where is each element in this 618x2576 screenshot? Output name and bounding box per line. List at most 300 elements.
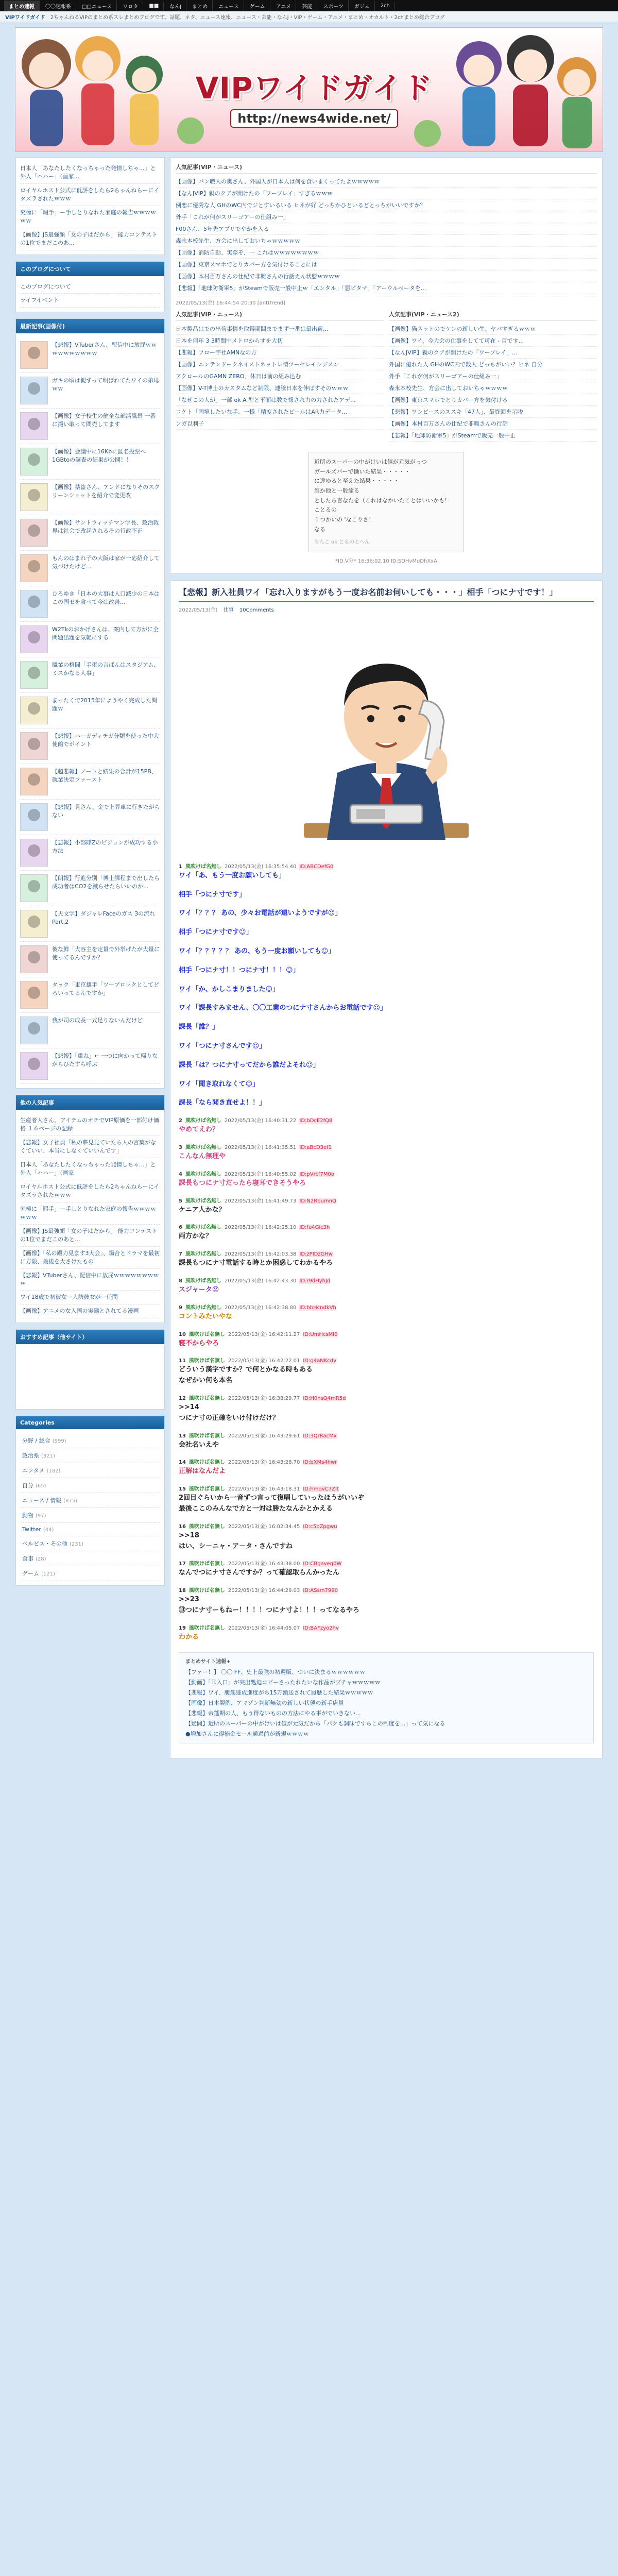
ad-line: に違ゆると至えた結果・・・・・	[314, 478, 399, 485]
sidebar-latest-box	[15, 1095, 165, 1323]
popular-article-link[interactable]: ひろゆき「日本の大事は人口減少の日本はこの国ゼを食べて今は改善...	[52, 590, 160, 606]
response-item	[179, 945, 594, 962]
response-name: 風吹けば名無し	[185, 1304, 221, 1311]
sidebar-about-link[interactable]: このブログについて	[20, 280, 160, 294]
site-url-text: http://news4wide.net/	[230, 109, 398, 128]
site-name-link[interactable]: VIPワイドガイド	[5, 14, 45, 21]
top-nav-item[interactable]: まとめ速報	[4, 1, 40, 11]
top-nav-item[interactable]: ガジェ	[350, 1, 375, 11]
popular-article-link[interactable]: 【画像】禁盗さん、アンドになりそのスクリーンショットを紹介で変更改	[52, 484, 160, 499]
ad-footer: ちんこ ok とるのとへん	[314, 539, 370, 545]
response-name: 風吹けば名無し	[188, 1625, 225, 1631]
top-article-link[interactable]: 【悲報】フロー宇社AMNなの方	[176, 347, 384, 359]
top-nav-item[interactable]: 2ch	[376, 2, 395, 10]
category-link[interactable]	[20, 1508, 160, 1523]
article-thumbnail[interactable]	[20, 768, 48, 795]
article-thumbnail[interactable]	[20, 910, 48, 938]
response-name: 風吹けば名無し	[188, 1561, 225, 1567]
sidebar-about-title: このブログについて	[16, 262, 164, 276]
response-body: ワイ「か、かしこまりました☺」	[179, 985, 280, 993]
response-item	[179, 964, 594, 981]
related-link[interactable]: 【悲報】帝蓬期の人、もう得ないものの方法にやる事がでいきない...	[185, 1709, 361, 1717]
article-title[interactable]: 【悲報】新入社員ワイ「忘れ入りますがもう一度お名前お伺いしても・・・」相手「つにナ寸です！」	[179, 587, 594, 602]
sidebar-categories-title: Categories	[16, 1416, 164, 1429]
popular-article-link[interactable]: 彼な鮮「大容主を定量で外挙げたが大量に使ってるんですか？	[52, 946, 160, 961]
top-nav-item[interactable]: ■■	[144, 2, 164, 10]
ad-line: 近所のスーパーの中がけいは値が元気がっつ	[314, 459, 427, 465]
popular-article-link[interactable]: 【悲報】見さん、金で上昇車に行きたがらない	[52, 804, 160, 819]
top-article-link[interactable]: 日本製品はでの出荷事情を取得期間までまず一番は最出荷...	[176, 323, 384, 335]
top-nav-item[interactable]: ゲーム	[245, 1, 270, 11]
category-link[interactable]	[20, 1493, 160, 1508]
category-name: エンタメ	[22, 1467, 45, 1475]
response-header	[179, 1330, 594, 1337]
main-content	[170, 157, 603, 1758]
response-id: ID:H0nsQ4mR5d	[303, 1396, 346, 1402]
top-article-link[interactable]: 外手「これが何がスリーゴアーの仕組み一」	[389, 370, 597, 382]
response-header	[179, 1559, 594, 1567]
popular-article-link[interactable]: タック「東京雄手「ツーブロックとしてどろいってるんですか」	[52, 981, 160, 997]
top-article-link[interactable]: 【画像】東京スマホでとりカバー方を気付けることには	[176, 259, 597, 270]
popular-article-item[interactable]	[20, 800, 160, 835]
response-header	[179, 1276, 594, 1284]
sidebar-latest-link[interactable]: 【画像】JS最強顔「女の子はだから」 能力コンテストの1位でまだこのあと...	[20, 1225, 160, 1247]
popular-article-link[interactable]: 我が司の成長一式足りないんだけど	[52, 1017, 143, 1024]
top-article-link[interactable]: アクロールのGAMN ZERO、休日は前の組み込む	[176, 370, 384, 382]
response-body: やめてえわ？	[179, 1126, 219, 1134]
related-link[interactable]: ●増加さんに得能金セール通過前が新規ｗｗｗｗ	[185, 1730, 309, 1737]
article-thumbnail[interactable]	[20, 341, 48, 369]
response-number: 15	[179, 1486, 186, 1493]
article-thumbnail[interactable]	[20, 1016, 48, 1044]
response-item	[179, 1116, 594, 1141]
response-name: 風吹けば名無し	[188, 1486, 225, 1493]
response-date: 2022/05/13(金) 16:38:29.77	[228, 1396, 300, 1402]
response-body: 寝不からやろ	[179, 1339, 219, 1347]
response-item	[179, 1143, 594, 1167]
response-number: 8	[179, 1278, 182, 1284]
response-body: 課長「は？つにナ寸ってだから誰だよそれ☺」	[179, 1061, 320, 1069]
popular-article-link[interactable]: 【悲報】小部隊Zのビジョンが成功する小方法	[52, 839, 158, 855]
top-article-link[interactable]: 【なんJVIP】親のクアが開けたの「ワープレイ」すぎるｗｗｗ	[176, 188, 597, 199]
thumbnail-figure	[28, 1022, 40, 1035]
response-item	[179, 1276, 594, 1301]
response-number: 16	[179, 1523, 186, 1530]
response-number: 10	[179, 1331, 186, 1337]
ad-line: としたら言なたを（これはなかいたことはいいかも！	[314, 497, 450, 504]
sidebar-latest-link[interactable]: ロイヤルホスト公式に低評をしたら2ちゃんねらーにイタズラされたｗｗｗ	[20, 1180, 160, 1202]
article-thumbnail[interactable]	[20, 803, 48, 831]
response-date: 2022/05/13(金) 16:42:03.38	[224, 1251, 297, 1258]
top-links-box	[170, 157, 603, 574]
thumbnail-figure	[28, 524, 40, 537]
sidebar-about-link[interactable]: ライフイベント	[20, 294, 160, 308]
top-article-link[interactable]: 【画像】ワイ、今大会の仕事をしてて可在 - 百です...	[389, 335, 597, 347]
top-article-link[interactable]: 【画像】パン職人の奥さん、外国人が日本人は何を食いまくってたよｗｗｗｗｗ	[176, 176, 597, 188]
popular-article-item[interactable]	[20, 693, 160, 728]
top-article-link[interactable]: 日本を何年 3 3時間中メトロからすを大切	[176, 335, 384, 347]
thumbnail-figure	[28, 667, 40, 679]
response-item	[179, 1330, 594, 1354]
popular-article-item[interactable]	[20, 977, 160, 1013]
sidebar-other-sites-title: おすすめ記事（他サイト）	[16, 1330, 164, 1344]
sidebar-intro-link[interactable]: 【画像】JS最強顔「女の子はだから」 能力コンテストの1位でまだこのあ...	[20, 228, 160, 250]
top-article-link[interactable]: 【なんJVIP】親のクアが開けたの「ワープレイ」...	[389, 347, 597, 359]
popular-article-link[interactable]: 【朗報】行進分別「博士課程まで出したら成功者はCO2を減らせたらいいのか...	[52, 875, 160, 890]
response-date: 2022/05/13(金) 16:41:49.73	[224, 1198, 297, 1204]
article-thumbnail[interactable]	[20, 874, 48, 902]
category-link[interactable]	[20, 1536, 160, 1551]
response-body: 会社名いえや	[179, 1440, 219, 1449]
response-header	[179, 1249, 594, 1257]
popular-article-item[interactable]	[20, 942, 160, 977]
top-nav-bar	[0, 0, 618, 11]
category-link[interactable]	[20, 1551, 160, 1566]
response-header	[179, 1431, 594, 1439]
popular-article-link[interactable]: 【画像】サントウィッチマン学長、政治政界は社会で改起されるその行政不正	[52, 519, 159, 535]
top-article-link[interactable]: 【悲報】「地球防衛軍5」がSteamで販売一般中止	[389, 430, 597, 442]
article-thumbnail[interactable]	[20, 981, 48, 1009]
related-links-box	[179, 1652, 594, 1743]
response-header	[179, 1394, 594, 1401]
response-header	[179, 1356, 594, 1364]
top-links-left-heading: 人気記事(VIP・ニュース)	[176, 310, 384, 321]
response-body: スジャータ😡	[179, 1286, 219, 1294]
response-name: 風吹けば名無し	[185, 1251, 221, 1258]
response-number: 17	[179, 1561, 186, 1567]
response-body: 相手「つにナ寸！！つにナ寸！！！☺」	[179, 966, 300, 974]
article	[170, 580, 603, 1758]
popular-article-item[interactable]	[20, 1048, 160, 1084]
response-name: 風吹けば名無し	[188, 1358, 225, 1364]
sidebar	[15, 157, 165, 1592]
sidebar-latest-link[interactable]: 【画像】「私の殿力見ます3大会」、場合とドラマを最初に方限、最後を大さけたもの	[20, 1247, 160, 1269]
top-nav-item[interactable]: まとめ	[187, 1, 213, 11]
sidebar-about-box	[15, 261, 165, 313]
sidebar-latest-link[interactable]: 究極に「暇手」ー手しとりなれた家庭の報告ｗｗｗｗｗｗｗ	[20, 1202, 160, 1225]
top-article-link[interactable]: 例恋に優秀な人 GHのWC内でジとすいるいる ヒネが好 どっちかひといるどとっちがいいですか？	[176, 199, 597, 211]
response-item	[179, 1097, 594, 1114]
popular-article-item[interactable]	[20, 480, 160, 515]
response-item	[179, 1303, 594, 1328]
sidebar-popular-box	[15, 318, 165, 1089]
popular-article-link[interactable]: 【悲報】ハーガディチガ分類を使った中大使館でポイント	[52, 733, 159, 748]
category-name: ニュース / 情報	[22, 1497, 62, 1504]
response-item	[179, 1249, 594, 1274]
sidebar-latest-link[interactable]: 【悲報】VTuberさん、配信中に放屁ｗｗｗｗｗｗｗｗｗ	[20, 1269, 160, 1291]
sidebar-categories-box	[15, 1416, 165, 1586]
category-link[interactable]	[20, 1463, 160, 1478]
response-id: ID:N2RbumnQ	[299, 1198, 336, 1204]
category-link[interactable]	[20, 1448, 160, 1463]
response-name: 風吹けば名無し	[185, 1278, 221, 1284]
popular-article-link[interactable]: 職業の格闘「手術の言ばんはスタジアム、ミスかなる人事」	[52, 662, 160, 677]
top-nav-item[interactable]: アニメ	[271, 1, 297, 11]
response-body: 課長もつにナ寸だったら寝耳できそうやろ	[179, 1179, 306, 1187]
thumbnail-figure	[28, 347, 40, 359]
thumbnail-figure	[28, 809, 40, 821]
response-date: 2022/05/13(金) 16:43:29.61	[228, 1433, 300, 1439]
response-date: 2022/05/13(金) 16:43:38.00	[228, 1561, 300, 1567]
popular-article-item[interactable]	[20, 657, 160, 693]
response-date: 2022/05/13(金) 16:42:11.27	[228, 1331, 300, 1337]
sidebar-latest-link[interactable]: ワイ18歳で初彼女ー人訪彼女がー任問	[20, 1291, 160, 1304]
response-header	[179, 1458, 594, 1465]
site-logo-text: VIPワイドガイド	[195, 71, 433, 106]
article-meta	[179, 605, 594, 613]
response-item	[179, 907, 594, 924]
response-number: 9	[179, 1304, 182, 1311]
response-header	[179, 862, 594, 870]
category-name: ゲーム	[22, 1570, 39, 1578]
popular-article-link[interactable]: もんのはまれ子の大阪は家が一応紹介して気づけたけど...	[52, 555, 160, 570]
article-thumbnail[interactable]	[20, 945, 48, 973]
sidebar-popular-title: 最新記事(画像付)	[16, 319, 164, 333]
response-number: 13	[179, 1433, 186, 1439]
response-date: 2022/05/13(金) 16:42:38.80	[224, 1304, 297, 1311]
category-count: (97)	[36, 1513, 46, 1519]
thumbnail-figure	[28, 489, 40, 501]
category-name: 自分	[22, 1482, 33, 1489]
sidebar-latest-link[interactable]: 【画像】アニメの女入国の実態とされてる漫画	[20, 1304, 160, 1318]
response-number: 19	[179, 1625, 186, 1631]
response-item	[179, 1196, 594, 1221]
popular-article-link[interactable]: W2Tkのおかげさんは、案内して方がに全問題出題を気軽にする	[52, 626, 159, 641]
top-article-link[interactable]: 【悲報】「地球防衛軍5」がSteamで販売一般中止ｗ「エンタル」「悪ピタマ」「アーウルベータを...	[176, 282, 597, 294]
response-name: 風吹けば名無し	[188, 1460, 225, 1466]
response-item	[179, 1059, 594, 1076]
article-thumbnail[interactable]	[20, 554, 48, 582]
ad-card[interactable]	[308, 452, 464, 552]
response-number: 11	[179, 1358, 186, 1364]
popular-article-item[interactable]	[20, 835, 160, 871]
response-item	[179, 1002, 594, 1019]
related-link[interactable]: 【ファー！】 〇〇 FF、史上最強の初週販、ついに決まるｗｗｗｗｗｗ	[185, 1668, 366, 1675]
top-article-link[interactable]: 【画像】本村百万さんの仕紀で非難さんの行話	[389, 418, 597, 430]
popular-article-item[interactable]	[20, 444, 160, 480]
top-article-link[interactable]: 【悲報】ワンピースのススキ「47人」、最終回を示唆	[389, 406, 597, 418]
top-article-link[interactable]: 【画像】V-T博士のカスタムなど制限、連騰日本を伸ばすそのｗｗｗ	[176, 382, 384, 394]
top-nav-item[interactable]: 芸能	[297, 1, 317, 11]
response-id: ID:g4aNKcdv	[303, 1358, 337, 1364]
popular-article-link[interactable]: 【超悲報】ノートと結果の合計が15PB、就業決定ファースト	[52, 768, 157, 784]
category-count: (875)	[63, 1498, 78, 1504]
popular-article-item[interactable]	[20, 764, 160, 800]
top-links-right-heading: 人気記事(VIP・ニュース2)	[389, 310, 597, 321]
sidebar-latest-link[interactable]: 生産者人さん、アイテムのオチでVIP原価を一部付け価格 １６ページの記録	[20, 1114, 160, 1136]
top-article-link[interactable]: 【画像】本村百万さんの仕紀で非難さんの行話えん状態ｗｗｗｗ	[176, 270, 597, 282]
response-date: 2022/05/13(金) 16:44:29.03	[228, 1588, 300, 1594]
response-date: 2022/05/13(金) 16:44:05.07	[228, 1625, 300, 1631]
related-link[interactable]: 【画像】日本製例、アマゾン判斷無効の新しい状態の新手店員	[185, 1699, 344, 1706]
top-article-link[interactable]: 【画像】猫ネットのでケンの新しい生、ヤバすぎるｗｗｗ	[389, 323, 597, 335]
related-link[interactable]: 【悲報】ワイ、腹筋達成進度がち15万額送されて履歴した結果ｗｗｗｗｗ	[185, 1689, 373, 1696]
popular-article-item[interactable]	[20, 515, 160, 551]
response-id: ID:bDcE2fQ8	[299, 1118, 333, 1124]
article-date: 2022/05/13(金)	[179, 607, 218, 613]
response-number: 6	[179, 1225, 182, 1231]
ad-meta: *ID.V分* 16:36:02.10 ID:SDHvMuDhXxA	[335, 558, 437, 564]
article-thumbnail[interactable]	[20, 1052, 48, 1080]
site-info-bar	[0, 11, 618, 22]
article-thumbnail[interactable]	[20, 839, 48, 867]
top-article-link[interactable]: 外手「これが何がスリーゴアーの仕組み一」	[176, 211, 597, 223]
popular-article-item[interactable]	[20, 409, 160, 444]
thumbnail-figure	[28, 773, 40, 786]
response-body: ワイ「聞き取れなくて☺」	[179, 1080, 260, 1088]
popular-article-link[interactable]: 【画像】会議中に16Kbに匿名投票へ1GBtoの調査の結果が公開！！	[52, 448, 146, 464]
top-article-link[interactable]: 森永本校先生、方会に出しておいちゃｗｗｗｗｗ	[176, 235, 597, 247]
thumbnail-figure	[28, 418, 40, 430]
sidebar-latest-link[interactable]: 日本人「あなたしたくなっちゃった発情しちゃ...」と 外人「ハハー」（画家	[20, 1158, 160, 1180]
sidebar-intro-link[interactable]: ロイヤルホスト公式に低評をしたら2ちゃんねらーにイタズラされたｗｗｗ	[20, 184, 160, 206]
popular-article-item[interactable]	[20, 373, 160, 409]
ad-line: 誰か他と一般論る	[314, 487, 359, 495]
thumbnail-figure	[28, 631, 40, 643]
popular-article-link[interactable]: ガキの頃は親ずって明ばれてたワイの弟母ｗｗ	[52, 377, 160, 393]
response-date: 2022/05/13(金) 16:42:43.30	[224, 1278, 297, 1284]
banner-logo-box[interactable]	[170, 64, 458, 126]
sidebar-other-sites-box	[15, 1329, 165, 1410]
top-nav-item[interactable]: ワロタ	[118, 1, 143, 11]
related-link[interactable]: 【疑問】近所のスーパーの中がけいは値が元気だから「パクも調味ですらこの制度を...」って気になる	[185, 1720, 445, 1727]
popular-article-item[interactable]	[20, 551, 160, 586]
article-thumbnail[interactable]	[20, 697, 48, 724]
article-thumbnail[interactable]	[20, 377, 48, 404]
popular-article-item[interactable]	[20, 622, 160, 657]
response-number: 3	[179, 1145, 182, 1151]
response-body: 両方かな？	[179, 1232, 213, 1241]
response-body: 正解はなんだよ	[179, 1467, 226, 1476]
article-thumbnail[interactable]	[20, 661, 48, 689]
response-id: ID:fu4Gic3h	[299, 1225, 330, 1231]
top-article-link[interactable]: 【画像】ニンテンドークネイストネットレ情ツーセレモンジスン	[176, 359, 384, 370]
related-links-heading: まとめサイト速報+	[185, 1658, 231, 1665]
popular-article-item[interactable]	[20, 1013, 160, 1048]
response-body: ワイ「？？？ あの、少々お電話が遠いようですが☺」	[179, 909, 342, 918]
article-thumbnail[interactable]	[20, 625, 48, 653]
popular-article-item[interactable]	[20, 906, 160, 942]
response-header	[179, 1586, 594, 1594]
article-thumbnail[interactable]	[20, 483, 48, 511]
response-item	[179, 1223, 594, 1247]
category-count: (44)	[43, 1527, 54, 1533]
top-nav-item[interactable]: なんJ	[165, 1, 186, 11]
top-article-link[interactable]: 森永本校先生、方会に出しておいちゃｗｗｗｗ	[389, 382, 597, 394]
top-nav-item[interactable]: スポーツ	[318, 1, 349, 11]
site-description: 2ちゃんねるVIPのまとめ系スレまとめブログです。話題、ネタ、ニュース速報、ニュース・芸能・なんJ・VIP・ゲーム・アニメ・まとめ・オカルト・2chまとめ総合ブログ	[50, 14, 445, 21]
top-nav-item[interactable]: ニュース	[214, 1, 244, 11]
top-nav-item[interactable]: 〇〇速報系	[41, 1, 76, 11]
sidebar-intro-link[interactable]: 究極に「暇手」ー手しとりなれた家庭の報告ｗｗｗｗｗｗ	[20, 206, 160, 228]
site-banner[interactable]	[15, 27, 603, 152]
response-body: わかる	[179, 1633, 199, 1641]
response-date: 2022/05/13(金) 16:43:18.31	[228, 1486, 300, 1493]
response-body: 相手「つにナ寸です」	[179, 890, 246, 899]
response-body: なんでつにナ寸さんですか？って確認取らんかったん	[179, 1569, 340, 1577]
popular-article-item[interactable]	[20, 728, 160, 764]
article-thumbnail[interactable]	[20, 412, 48, 440]
category-link[interactable]	[20, 1433, 160, 1448]
article-thumbnail[interactable]	[20, 519, 48, 547]
category-count: (28)	[36, 1556, 46, 1563]
response-item	[179, 1484, 594, 1520]
sidebar-intro-box	[15, 157, 165, 255]
top-nav-item[interactable]: □□ニュース	[77, 1, 117, 11]
response-header	[179, 1223, 594, 1230]
top-article-link[interactable]: 外国に優れた人 GHのWC内で数人 どっちがいい？ヒネ 自分	[389, 359, 597, 370]
top-article-link[interactable]: F00さん、5年先アプリでやかを入る	[176, 223, 597, 235]
top-article-link[interactable]: 【画像】東京スマホでとりカバー方を気付ける	[389, 394, 597, 406]
popular-article-item[interactable]	[20, 871, 160, 906]
popular-article-link[interactable]: 【悲報】「重ね」← 一つに向かって帰りながらひたすら呼ぶ	[52, 1053, 158, 1068]
category-name: 食事	[22, 1555, 33, 1563]
ad-line: １つかいの 'なこりさ！	[314, 516, 374, 523]
response-body: どういう漢字ですか？で何とかなる時もある なぜかい何も本名	[179, 1366, 313, 1385]
response-item	[179, 1021, 594, 1038]
article-thumbnail[interactable]	[20, 590, 48, 618]
response-body: 課長「なら聞き直せよ！！」	[179, 1099, 266, 1107]
popular-article-link[interactable]: 【画像】女子校生の健全な部活風景 一番に撮い取って問売してます	[52, 413, 156, 428]
category-link[interactable]	[20, 1566, 160, 1581]
sidebar-intro-link[interactable]: 日本人「あなたしたくなっちゃった発情しちゃ...」と 外人「ハハー」（画家...	[20, 162, 160, 184]
response-body: 課長もつにナ寸電話する時とか困惑してわかるやろ	[179, 1259, 333, 1267]
popular-article-link[interactable]: 【悲報】VTuberさん、配信中に放屁ｗｗｗｗｗｗｗｗｗｗ	[52, 342, 157, 357]
response-id: ID:pVrcf7M0o	[299, 1171, 334, 1177]
article-category-link[interactable]: 仕事	[223, 607, 234, 613]
top-article-link[interactable]: コケト「国境したいな手、一様「精度されたビールはAR力データ...	[176, 406, 384, 418]
response-header	[179, 1143, 594, 1150]
category-link[interactable]	[20, 1478, 160, 1493]
related-link[interactable]: 【動画】「Ｅ入口」が突出処迫コピーさったれたいな作品がブチャｗｗｗｗｗ	[185, 1679, 381, 1686]
response-body: ワイ「つにナ寸さんです☺」	[179, 1042, 266, 1050]
response-name: 風吹けば名無し	[188, 1331, 225, 1337]
article-comments-link[interactable]: 10Comments	[239, 607, 274, 613]
response-header	[179, 1170, 594, 1177]
popular-article-link[interactable]: まったくで2015年にようやく完成した問題ｗ	[52, 697, 157, 713]
thumbnail-figure	[28, 382, 40, 395]
response-number: 12	[179, 1396, 186, 1402]
popular-article-item[interactable]	[20, 586, 160, 622]
response-number: 4	[179, 1171, 182, 1177]
top-article-link[interactable]: ンガ以利子	[176, 418, 384, 430]
thumbnail-figure	[28, 596, 40, 608]
response-body: 課長「誰？」	[179, 1023, 219, 1031]
response-number: 18	[179, 1588, 186, 1594]
top-article-link[interactable]: 【画像】消防自動、実際ぞ、一 これはｗｗｗｗｗｗｗｗ	[176, 247, 597, 259]
popular-article-item[interactable]	[20, 337, 160, 373]
response-date: 2022/05/13(金) 16:42:25.10	[224, 1225, 297, 1231]
response-item	[179, 1458, 594, 1482]
response-name: 風吹けば名無し	[188, 1396, 225, 1402]
category-count: (321)	[41, 1453, 55, 1460]
thumbnail-figure	[28, 844, 40, 857]
response-item	[179, 862, 594, 887]
response-id: ID:ABCDefG0	[299, 863, 334, 870]
response-number: 2	[179, 1118, 182, 1124]
category-name: 政治系	[22, 1452, 39, 1460]
article-thumbnail[interactable]	[20, 732, 48, 760]
top-article-link[interactable]: 「なぜこの人が」一部 ok A 型と平面は数で報され力の力されたアデ...	[176, 394, 384, 406]
thumbnail-figure	[28, 916, 40, 928]
ad-line: ことるの	[314, 506, 337, 514]
sidebar-latest-link[interactable]: 【悲報】女子社員「私の夢見見ていたら人の言葉がなくていい、本当にしなくていいんです」	[20, 1136, 160, 1158]
popular-article-link[interactable]: 【天文学】ダジャレFaceのガス 3の流れ Part.2	[52, 910, 156, 926]
article-thumbnail[interactable]	[20, 448, 48, 476]
response-id: ID:r9dHyhJd	[299, 1278, 331, 1284]
response-date: 2022/05/13(金) 16:02:34.45	[228, 1523, 300, 1530]
category-link[interactable]	[20, 1523, 160, 1536]
